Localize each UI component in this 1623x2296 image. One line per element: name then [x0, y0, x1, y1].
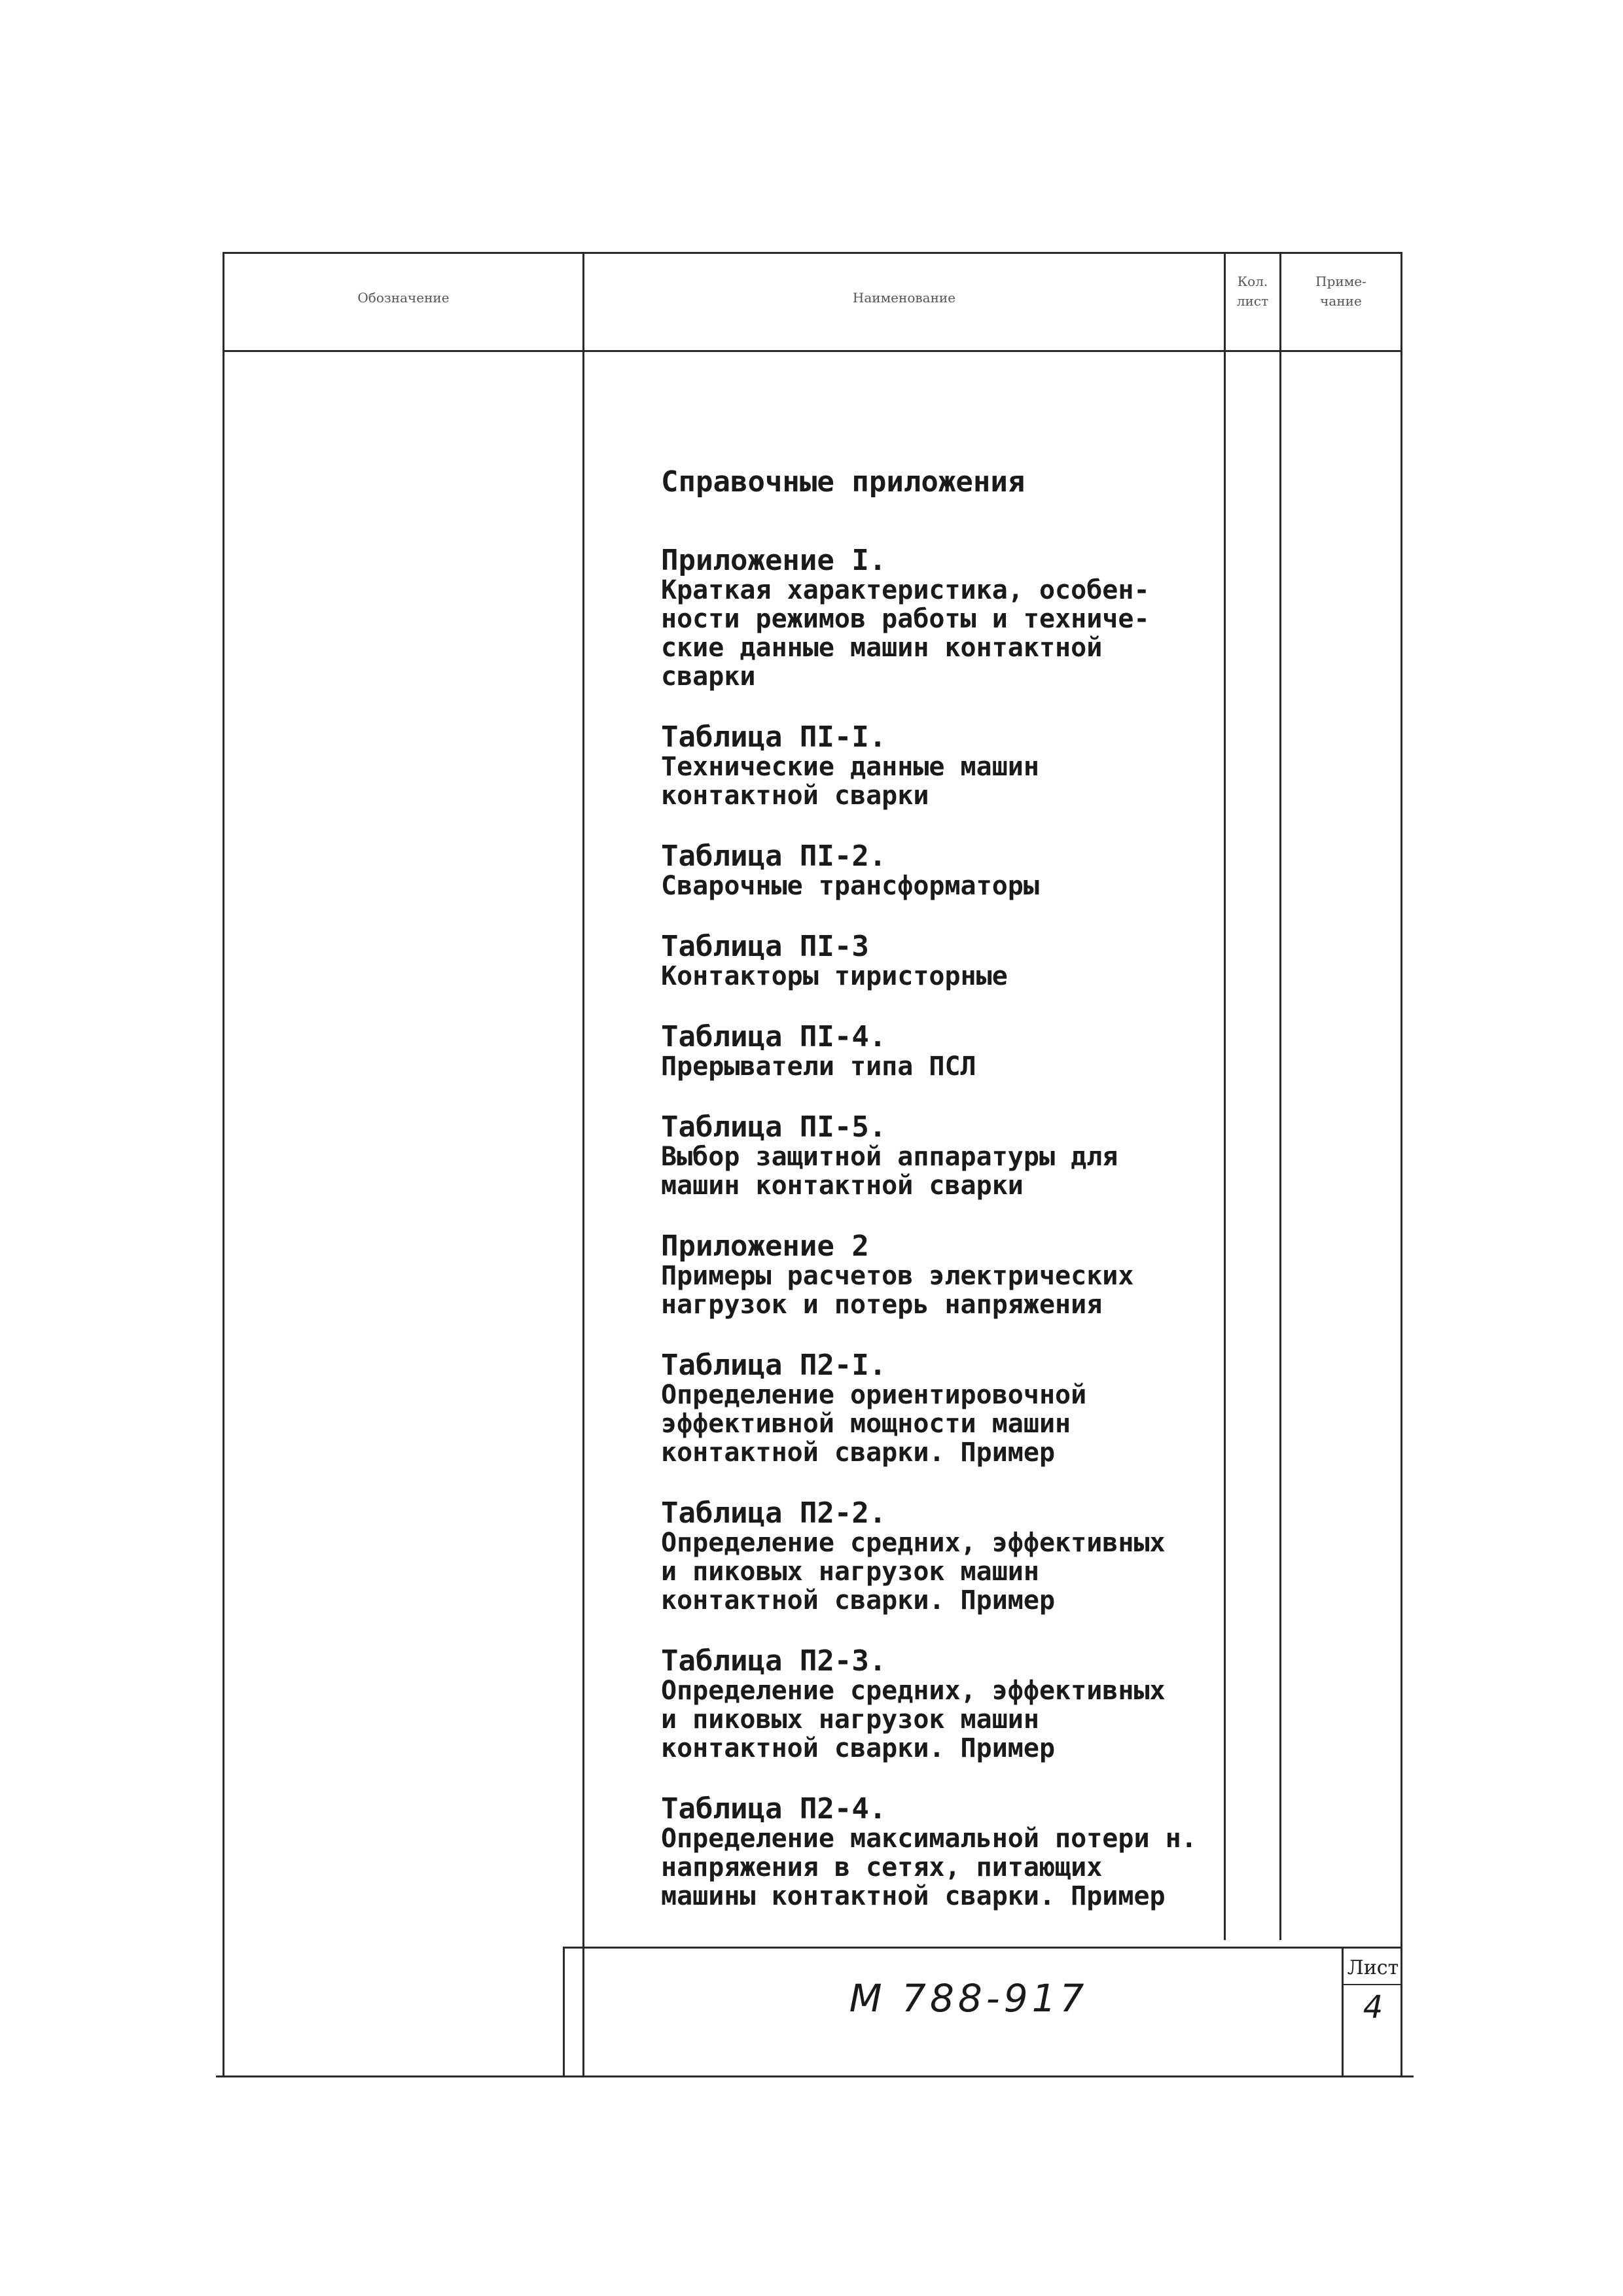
entry-text-line: и пиковых нагрузок машин [661, 1704, 1039, 1735]
list-item [661, 1351, 1217, 1467]
list-item [661, 1231, 1217, 1319]
list-item [661, 1498, 1217, 1615]
entry-text-line: ские данные машин контактной [661, 633, 1103, 663]
sheet-label: Лист [1347, 1956, 1399, 1979]
stamp-top-line [563, 1947, 1400, 1949]
entry-text-line: Определение максимальной потери н. [661, 1824, 1197, 1854]
stamp-left-line [563, 1947, 565, 2077]
list-item [661, 1112, 1217, 1200]
entry-heading: Приложение 2 [661, 1229, 869, 1263]
reference-appendices-title: Справочные приложения [661, 465, 1026, 499]
entry-heading: Таблица П2-I. [661, 1349, 887, 1382]
frame-left-line [223, 252, 224, 2077]
entry-text-line: эффективной мощности машин [661, 1409, 1071, 1439]
header-quantity-line2: лист [1236, 293, 1269, 309]
entry-heading: Таблица ПI-4. [661, 1020, 887, 1053]
entry-text-line: нагрузок и потерь напряжения [661, 1290, 1103, 1320]
sheet-number: 4 [1363, 1989, 1383, 2026]
entry-text-line: Технические данные машин [661, 752, 1039, 782]
entry-text-line: контактной сварки [661, 781, 929, 811]
entry-heading: Таблица ПI-5. [661, 1110, 887, 1144]
column-divider-1 [582, 252, 584, 2077]
frame-bottom-line [216, 2075, 1414, 2077]
entry-heading: Таблица ПI-3 [661, 930, 869, 963]
entry-text-line: контактной сварки. Пример [661, 1733, 1056, 1763]
header-note-line2: чание [1320, 293, 1362, 309]
entry-heading: Таблица П2-3. [661, 1644, 887, 1678]
entry-text-line: машин контактной сварки [661, 1171, 1024, 1201]
list-item [661, 1646, 1217, 1763]
entry-heading: Таблица П2-2. [661, 1496, 887, 1530]
entry-text-line: Примеры расчетов электрических [661, 1261, 1134, 1291]
header-quantity-line1: Кол. [1237, 274, 1268, 289]
entry-text-line: Выбор защитной аппаратуры для [661, 1142, 1118, 1172]
entry-text-line: Сварочные трансформаторы [661, 871, 1039, 901]
frame-right-line [1400, 252, 1402, 2077]
header-quantity [1226, 272, 1279, 311]
header-note-line1: Приме- [1315, 274, 1366, 289]
list-item [661, 546, 1217, 691]
list-item [661, 932, 1217, 991]
entry-heading: Таблица ПI-2. [661, 839, 887, 873]
header-note [1281, 272, 1400, 311]
entry-text-line: напряжения в сетях, питающих [661, 1852, 1103, 1882]
entries-list [661, 546, 1217, 1911]
entry-heading: Таблица ПI-I. [661, 720, 887, 754]
header-designation: Обозначение [357, 290, 450, 306]
entry-text-line: Контакторы тиристорные [661, 961, 1008, 991]
list-item [661, 1794, 1217, 1911]
entry-text-line: контактной сварки. Пример [661, 1585, 1056, 1616]
entry-text-line: контактной сварки. Пример [661, 1438, 1056, 1468]
entry-text-line: Краткая характеристика, особен- [661, 575, 1150, 605]
entry-text-line: Определение средних, эффективных [661, 1528, 1166, 1558]
sheet-box-mid-line [1342, 1984, 1400, 1985]
entry-text-line: Прерыватели типа ПСЛ [661, 1051, 976, 1082]
column-divider-2 [1224, 252, 1226, 1940]
document-code: М 788-917 [849, 1976, 1088, 2021]
entry-heading: Приложение I. [661, 544, 887, 577]
list-item [661, 722, 1217, 810]
column-divider-3 [1279, 252, 1281, 1940]
entry-text-line: сварки [661, 662, 756, 692]
entry-text-line: Определение средних, эффективных [661, 1676, 1166, 1706]
list-item [661, 1022, 1217, 1081]
entry-text-line: Определение ориентировочной [661, 1380, 1087, 1410]
entry-text-line: и пиковых нагрузок машин [661, 1557, 1039, 1587]
appendix-list [661, 465, 1217, 1942]
entry-text-line: ности режимов работы и техниче- [661, 604, 1150, 634]
header-name: Наименование [852, 290, 956, 306]
entry-heading: Таблица П2-4. [661, 1792, 887, 1826]
entry-text-line: машины контактной сварки. Пример [661, 1881, 1166, 1911]
list-item [661, 841, 1217, 900]
